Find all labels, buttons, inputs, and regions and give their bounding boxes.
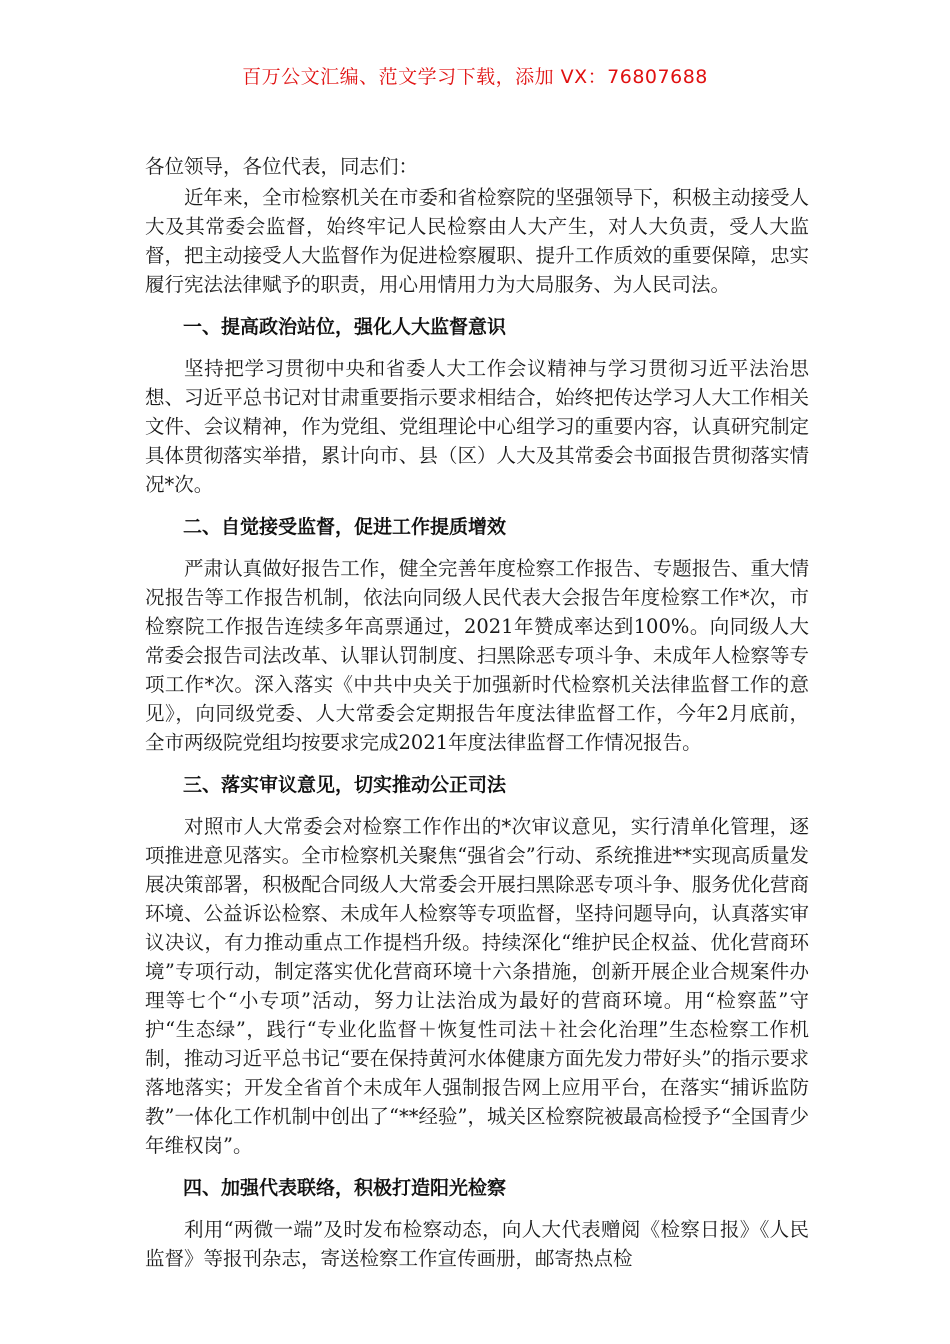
salutation: 各位领导，各位代表，同志们： bbox=[145, 155, 419, 178]
section-paragraph: 对照市人大常委会对检察工作作出的*次审议意见，实行清单化管理，逐项推进意见落实。全市检察机关聚焦“强省会”行动、系统推进**实现高质量发展决策部署，积极配合同级人大常委会开展扫黑除恶专项斗争、服务优化营商环境、公益诉讼检察、未成年人检察等专项监督，坚持问题导向，认真落实审议决议，有力推动重点工作提档升级。持续深化“维护民企权益、优化营商环境”专项行动，制定落实优化营商环境十六条措施，创新开展企业合规案件办理等七个“小专项”活动，努力让法治成为最好的营商环境。用“检察蓝”守护“生态绿”，践行“专业化监督＋恢复性司法＋社会化治理”生态检察工作机制，推动习近平总书记“要在保持黄河水体健康方面先发力带好头”的指示要求落地落实；开发全省首个未成年人强制报告网上应用平台，在落实“捕诉监防教”一体化工作机制中创出了“**经验”，城关区检察院被最高检授予“全国青少年维权岗”。 bbox=[145, 815, 809, 1157]
section-4 bbox=[145, 1174, 809, 1273]
section-paragraph: 严肃认真做好报告工作，健全完善年度检察工作报告、专题报告、重大情况报告等工作报告机制，依法向同级人民代表大会报告年度检察工作*次，市检察院工作报告连续多年高票通过，2021年赞成率达到100%。向同级人大常委会报告司法改革、认罪认罚制度、扫黑除恶专项斗争、未成年人检察等专项工作*次。深入落实《中共中央关于加强新时代检察机关法律监督工作的意见》，向同级党委、人大常委会定期报告年度法律监督工作，今年2月底前，全市两级院党组均按要求完成2021年度法律监督工作情况报告。 bbox=[145, 557, 809, 754]
document-body bbox=[145, 152, 809, 1273]
section-2 bbox=[145, 513, 809, 757]
intro-paragraph: 近年来，全市检察机关在市委和省检察院的坚强领导下，积极主动接受人大及其常委会监督，始终牢记人民检察由人大产生，对人大负责，受人大监督，把主动接受人大监督作为促进检察履职、提升工作质效的重要保障，忠实履行宪法法律赋予的职责，用心用情用力为大局服务、为人民司法。 bbox=[145, 186, 809, 296]
header-banner: 百万公文汇编、范文学习下载，添加 VX：76807688 bbox=[242, 66, 708, 88]
section-heading: 二、自觉接受监督，促进工作提质增效 bbox=[183, 516, 507, 538]
section-paragraph: 利用“两微一端”及时发布检察动态，向人大代表赠阅《检察日报》《人民监督》等报刊杂志，寄送检察工作宣传画册，邮寄热点检 bbox=[145, 1218, 809, 1270]
section-3 bbox=[145, 771, 809, 1160]
section-heading: 三、落实审议意见，切实推动公正司法 bbox=[183, 774, 507, 796]
section-paragraph: 坚持把学习贯彻中央和省委人大工作会议精神与学习贯彻习近平法治思想、习近平总书记对甘肃重要指示要求相结合，始终把传达学习人大工作相关文件、会议精神，作为党组、党组理论中心组学习的重要内容，认真研究制定具体贯彻落实举措，累计向市、县（区）人大及其常委会书面报告贯彻落实情况*次。 bbox=[145, 357, 809, 496]
section-heading: 一、提高政治站位，强化人大监督意识 bbox=[183, 316, 507, 338]
section-1 bbox=[145, 313, 809, 499]
section-heading: 四、加强代表联络，积极打造阳光检察 bbox=[183, 1177, 507, 1199]
